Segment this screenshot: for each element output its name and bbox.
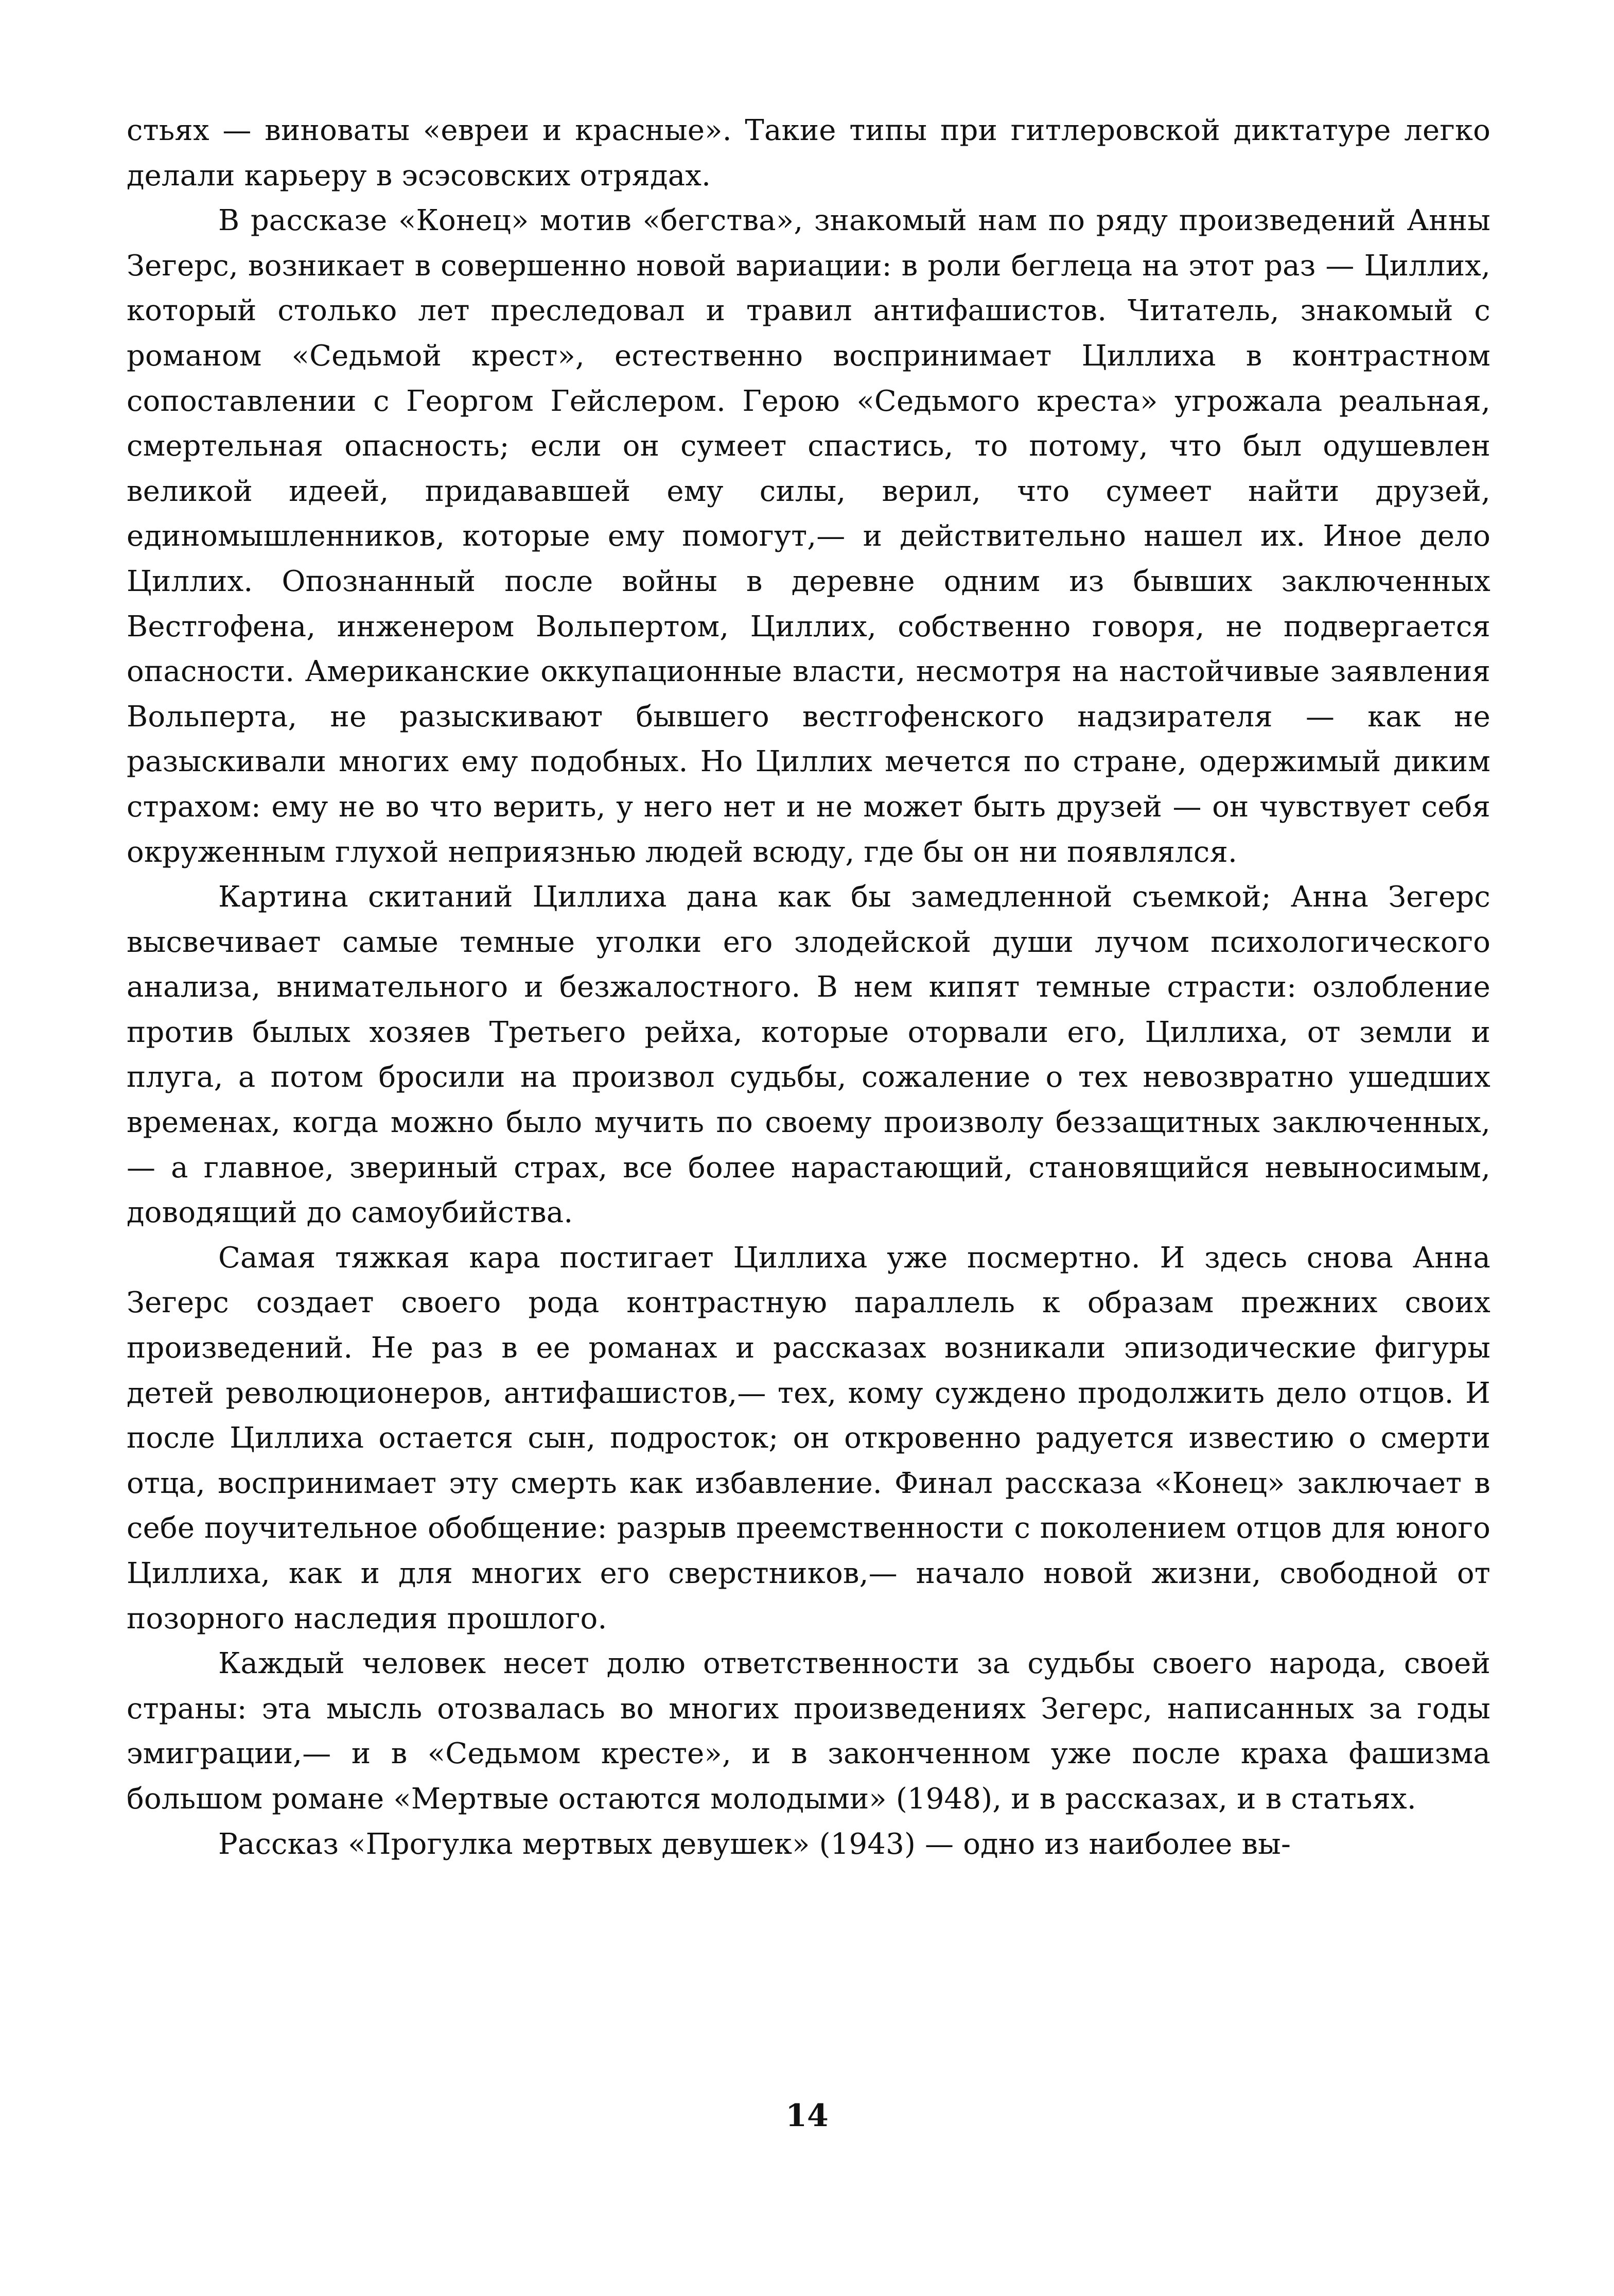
page-number: 14: [785, 2098, 829, 2134]
paragraph-2: В рассказе «Конец» мотив «бегства», знакомый нам по ряду произведений Анны Зегерс, возникает в совершенно новой вариации: в роли беглеца на этот раз — Циллих, который столько лет преследовал и травил антифашистов. Читатель, знакомый с романом «Седьмой крест», естественно воспринимает Циллиха в контрастном сопоставлении с Георгом Гейслером. Герою «Седьмого креста» угрожала реальная, смертельная опасность; если он сумеет спастись, то потому, что был одушевлен великой идеей, придававшей ему силы, верил, что сумеет найти друзей, единомышленников, которые ему помогут,— и действительно нашел их. Иное дело Циллих. Опознанный после войны в деревне одним из бывших заключенных Вестгофена, инженером Вольпертом, Циллих, собственно говоря, не подвергается опасности. Американские оккупационные власти, несмотря на настойчивые заявления Вольперта, не разыскивают бывшего вестгофенского надзирателя — как не разыскивали многих ему подобных. Но Циллих мечется по стране, одержимый диким страхом: ему не во что верить, у него нет и не может быть друзей — он чувствует себя окруженным глухой неприязнью людей всюду, где бы он ни появлялся.: [127, 204, 1490, 869]
paragraph-3: Картина скитаний Циллиха дана как бы замедленной съемкой; Анна Зегерс высвечивает самые темные уголки его злодейской души лучом психологического анализа, внимательного и безжалостного. В нем кипят темные страсти: озлобление против былых хозяев Третьего рейха, которые оторвали его, Циллиха, от земли и плуга, а потом бросили на произвол судьбы, сожаление о тех невозвратно ушедших временах, когда можно было мучить по своему произволу беззащитных заключенных,— а главное, звериный страх, все более нарастающий, становящийся невыносимым, доводящий до самоубийства.: [127, 880, 1490, 1230]
paragraph-6: Рассказ «Прогулка мертвых девушек» (1943) — одно из наиболее вы-: [218, 1827, 1291, 1861]
paragraph-1: стьях — виноваты «евреи и красные». Такие типы при гитлеровской диктатуре легко делали карьеру в эсэсовских отрядах.: [127, 114, 1490, 193]
book-page-text: [127, 108, 1490, 1867]
paragraph-4: Самая тяжкая кара постигает Циллиха уже посмертно. И здесь снова Анна Зегерс создает своего рода контрастную параллель к образам прежних своих произведений. Не раз в ее романах и рассказах возникали эпизодические фигуры детей революционеров, антифашистов,— тех, кому суждено продолжить дело отцов. И после Циллиха остается сын, подросток; он откровенно радуется известию о смерти отца, воспринимает эту смерть как избавление. Финал рассказа «Конец» заключает в себе поучительное обобщение: разрыв преемственности с поколением отцов для юного Циллиха, как и для многих его сверстников,— начало новой жизни, свободной от позорного наследия прошлого.: [127, 1241, 1490, 1636]
paragraph-5: Каждый человек несет долю ответственности за судьбы своего народа, своей страны: эта мысль отозвалась во многих произведениях Зегерс, написанных за годы эмиграции,— и в «Седьмом кресте», и в законченном уже после краха фашизма большом романе «Мертвые остаются молодыми» (1948), и в рассказах, и в статьях.: [127, 1647, 1490, 1816]
